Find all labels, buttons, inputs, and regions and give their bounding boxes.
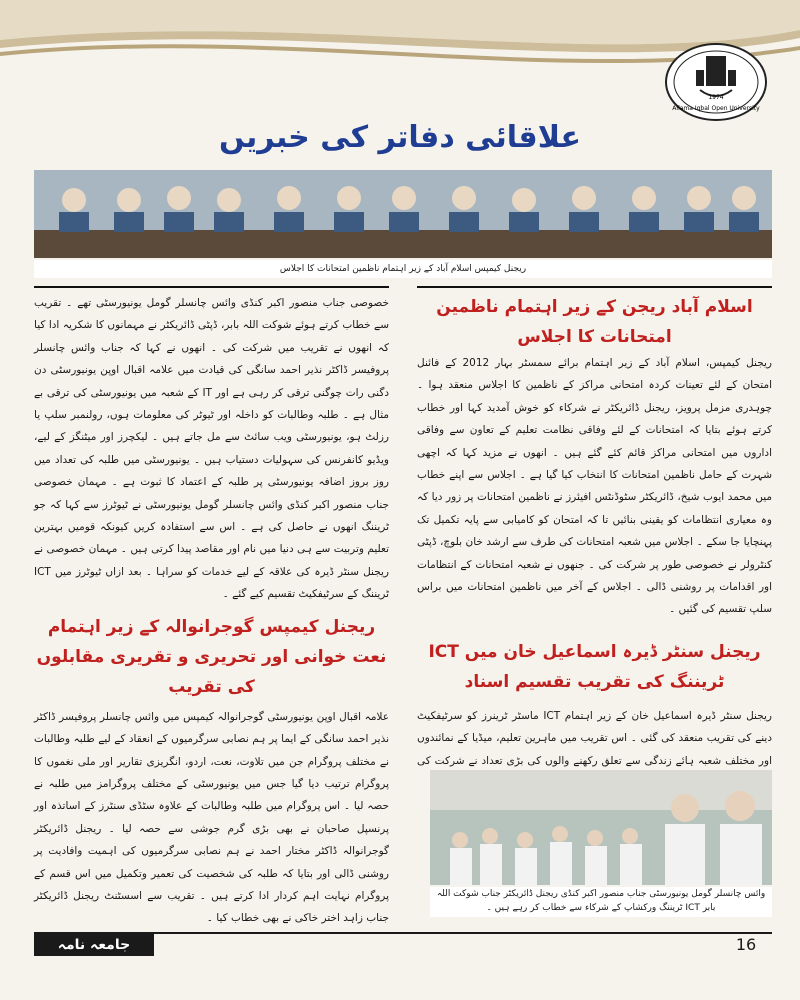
logo-number: 1974	[708, 94, 724, 101]
right-column	[417, 292, 772, 795]
top-photo-caption: ریجنل کیمپس اسلام آباد کے زیر اہتمام ناظمین امتحانات کا اجلاس	[34, 260, 772, 278]
article-heading-dikhan: ریجنل سنٹر ڈیرہ اسماعیل خان میں ICT ٹریننگ کی تقریب تقسیم اسناد	[428, 641, 761, 692]
article-heading-gujranwala: ریجنل کیمپس گوجرانوالہ کے زیر اہتمام نعت خوانی اور تحریری و تقریری مقابلوں کی تقریب	[36, 616, 387, 697]
bottom-photo-caption: وائس چانسلر گومل یونیورسٹی جناب منصور اکبر کنڈی ریجنل ڈائریکٹر جناب شوکت اللہ بابر ICT ٹریننگ ورکشاپ کے شرکاء سے خطاب کر رہے ہیں ۔	[430, 887, 772, 917]
page-number: 16	[735, 935, 757, 954]
top-photo	[34, 170, 772, 258]
university-logo	[660, 36, 772, 124]
section-divider-right	[417, 286, 772, 288]
article-body-gujranwala: علامہ اقبال اوپن یونیورسٹی گوجرانوالہ کیمپس میں وائس چانسلر پروفیسر ڈاکٹر نذیر احمد سانگی کے ایما پر ہم نصابی سرگرمیوں کے انعقاد کے لیے طلبہ وطالبات نے مختلف پروگرام جن میں تلاوت، نعت، اردو، انگریزی تقاریر اور ملی نغموں کا پروگرام ترتیب دیا گیا جس میں یونیورسٹی کے مختلف پروگرامز میں طلبہ نے حصہ لیا ۔ اس پروگرام میں طلبہ وطالبات کے علاوہ سٹڈی سنٹرز کے اساتذہ اور پرنسپل صاحبان نے بھی بڑی گرم جوشی سے حصہ لیا ۔ ریجنل ڈائریکٹر گوجرانوالہ ڈاکٹر مختار احمد نے ہم نصابی سرگرمیوں کی اہمیت وافادیت پر روشنی ڈالی اور بتایا کہ طلبہ کی شخصیت کی تعمیر وتکمیل میں اس قسم کے پروگرام نہایت اہم کردار ادا کرتے ہیں ۔ تقریب سے اسسٹنٹ ریجنل ڈائریکٹر جناب زاہد اختر خاکی نے بھی خطاب کیا ۔	[34, 710, 389, 925]
left-column	[34, 292, 389, 930]
article-heading-islamabad: اسلام آباد ریجن کے زیر اہتمام ناظمین امتحانات کا اجلاس	[436, 297, 753, 347]
magazine-name: جامعہ نامہ	[34, 934, 154, 956]
bottom-photo	[430, 770, 772, 885]
article-body-dikhan: ریجنل سنٹر ڈیرہ اسماعیل خان کے زیر اہتمام ICT ماسٹر ٹرینرز کو سرٹیفکیٹ دینے کی تقریب منعقد کی گئی ۔ اس تقریب میں ماہرین تعلیم، میڈیا کے نمائندوں اور مختلف شعبہ ہائے زندگی سے تعلق رکھنے والوں کی بڑی تعداد نے شرکت کی	[417, 709, 772, 767]
ict-ceremony-photo-illustration	[430, 770, 772, 885]
article-body-dikhan-continued: خصوصی جناب منصور اکبر کنڈی وائس چانسلر گومل یونیورسٹی تھے ۔ تقریب سے خطاب کرتے ہوئے شوکت اللہ بابر، ڈپٹی ڈائریکٹر نے مہمانوں کا شکریہ ادا کیا کہ انھوں نے تقریب میں شرکت کی ۔ انھوں نے کہا کہ جناب وائس چانسلر پروفیسر ڈاکٹر نذیر احمد سانگی کی قیادت میں علامہ اقبال اوپن یونیورسٹی دن دگنی رات چوگنی ترقی کر رہی ہے اور IT کے شعبہ میں یونیورسٹی کی ترقی بے مثال ہے ۔ طلبہ وطالبات کو داخلہ اور ٹیوٹر کی معلومات ہوں، رولنمبر سلپ یا رزلٹ ہو، یونیورسٹی ویب سائٹ سے مل جاتے ہیں ۔ لیکچرز اور میٹنگز کے لیے، ویڈیو کانفرنس کی سہولیات دستیاب ہیں ۔ یونیورسٹی میں طلبہ کی تعداد میں روز بروز اضافہ یونیورسٹی پر طلبہ کے اعتماد کا ثبوت ہے ۔ مہمان خصوصی جناب منصور اکبر کنڈی وائس چانسلر گومل یونیورسٹی نے ٹیوٹرز سے کہا کہ جو ٹریننگ انھوں نے حاصل کی ہے ۔ اس سے استفادہ کریں کیونکہ قومیں بہترین تعلیم وتربیت سے ہی دنیا میں نام اور مقاصد پیدا کرتی ہیں ۔ مہمان خصوصی نے ریجنل سنٹر ڈیرہ کی علاقہ کے لیے خدمات کو سراہا ۔ بعد ازاں ٹیوٹرز میں ICT ٹریننگ کے سرٹیفکیٹ تقسیم کیے گئے ۔	[34, 297, 389, 601]
article-body-islamabad: ریجنل کیمپس، اسلام آباد کے زیر اہتمام برائے سمسٹر بہار 2012 کے فائنل امتحان کے لئے تعینات کردہ امتحانی مراکز کے ناظمین کا اجلاس منعقد ہوا ۔ چوہدری مزمل پرویز، ریجنل ڈائریکٹر نے شرکاء کو خوش آمدید کہا اور خطاب کرتے ہوئے بتایا کہ امتحانات کے لئے وفاقی نظامت تعلیم کے تعاون سے وفاقی اداروں میں امتحانی مراکز قائم کئے گئے ہیں ۔ انھوں نے مزید کہا کہ اچھی شہرت کے حامل ناظمین امتحانات کا انتخاب کیا گیا ہے ۔ اجلاس سے اپنے خطاب میں محمد ایوب شیخ، ڈائریکٹر سٹوڈنٹس افیئرز نے ناظمین امتحانات پر زور دیا کہ وہ معیاری انتظامات کو یقینی بنائیں تا کہ امتحان کو کامیابی سے پایہ تکمیل تک پہنچایا جا سکے ۔ اجلاس میں شعبہ امتحانات کی طرف سے ارشد خان بلوچ، ڈپٹی کنٹرولر نے خصوصی طور پر شرکت کی ۔ جنھوں نے شعبہ امتحانات کے انتظامات اور اقدامات پر روشنی ڈالی ۔ اجلاس کے آخر میں ناظمین امتحانات میں براس سلپ تقسیم کی گئیں ۔	[417, 357, 772, 616]
logo-text: Allama Iqbal Open University	[672, 105, 760, 112]
section-divider-left	[34, 286, 389, 288]
page-title: علاقائی دفاتر کی خبریں	[219, 120, 581, 155]
meeting-photo-illustration	[34, 170, 772, 258]
